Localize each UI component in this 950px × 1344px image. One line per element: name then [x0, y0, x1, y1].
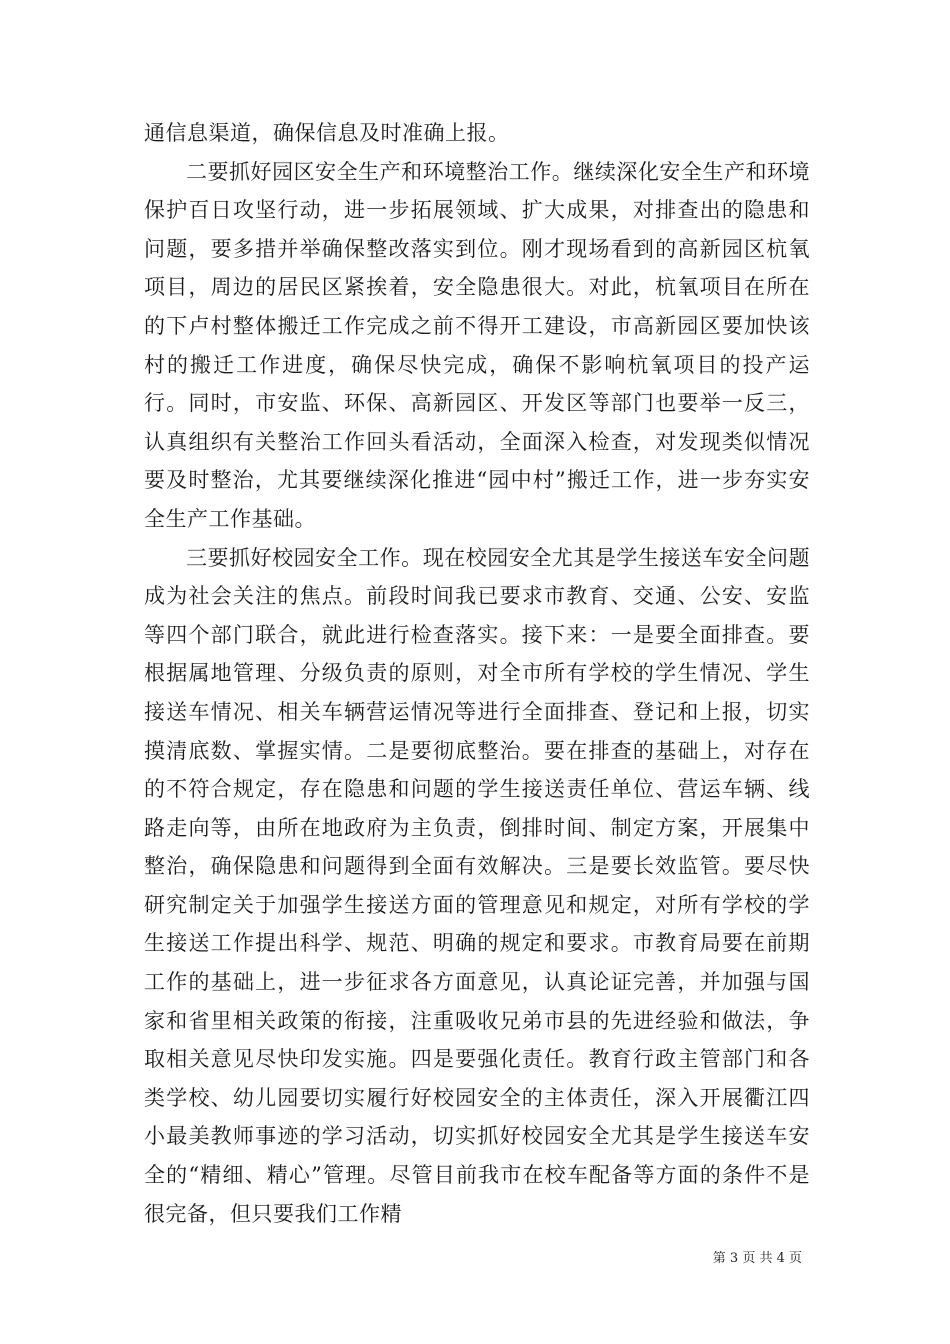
- paragraph-1: 通信息渠道，确保信息及时准确上报。: [144, 121, 510, 145]
- page-number: 第 3 页 共 4 页: [712, 1251, 802, 1266]
- paragraph-2: 二要抓好园区安全生产和环境整治工作。继续深化安全生产和环境保护百日攻坚行动，进一步拓展领域、扩大成果，对排查出的隐患和问题，要多措并举确保整改落实到位。刚才现场看到的高新园区杭氧项目，周边的居民区紧挨着，安全隐患很大。对此，杭氧项目在所在的下卢村整体搬迁工作完成之前不得开工建设，市高新园区要加快该村的搬迁工作进度，确保尽快完成，确保不影响杭氧项目的投产运行。同时，市安监、环保、高新园区、开发区等部门也要举一反三，认真组织有关整治工作回头看活动，全面深入检查，对发现类似情况要及时整治，尤其要继续深化推进“园中村”搬迁工作，进一步夯实安全生产工作基础。: [144, 159, 810, 531]
- paragraph-3: 三要抓好校园安全工作。现在校园安全尤其是学生接送车安全问题成为社会关注的焦点。前段时间我已要求市教育、交通、公安、安监等四个部门联合，就此进行检查落实。接下来：一是要全面排查。要根据属地管理、分级负责的原则，对全市所有学校的学生情况、学生接送车情况、相关车辆营运情况等进行全面排查、登记和上报，切实摸清底数、掌握实情。二是要彻底整治。要在排查的基础上，对存在的不符合规定，存在隐患和问题的学生接送责任单位、营运车辆、线路走向等，由所在地政府为主负责，倒排时间、制定方案，开展集中整治，确保隐患和问题得到全面有效解决。三是要长效监管。要尽快研究制定关于加强学生接送方面的管理意见和规定，对所有学校的学生接送工作提出科学、规范、明确的规定和要求。市教育局要在前期工作的基础上，进一步征求各方面意见，认真论证完善，并加强与国家和省里相关政策的衔接，注重吸收兄弟市县的先进经验和做法，争取相关意见尽快印发实施。四是要强化责任。教育行政主管部门和各类学校、幼儿园要切实履行好校园安全的主体责任，深入开展衢江四小最美教师事迹的学习活动，切实抓好校园安全尤其是学生接送车安全的“精细、精心”管理。尽管目前我市在校车配备等方面的条件不是很完备，但只要我们工作精: [144, 545, 810, 1226]
- document-body: [144, 114, 810, 1233]
